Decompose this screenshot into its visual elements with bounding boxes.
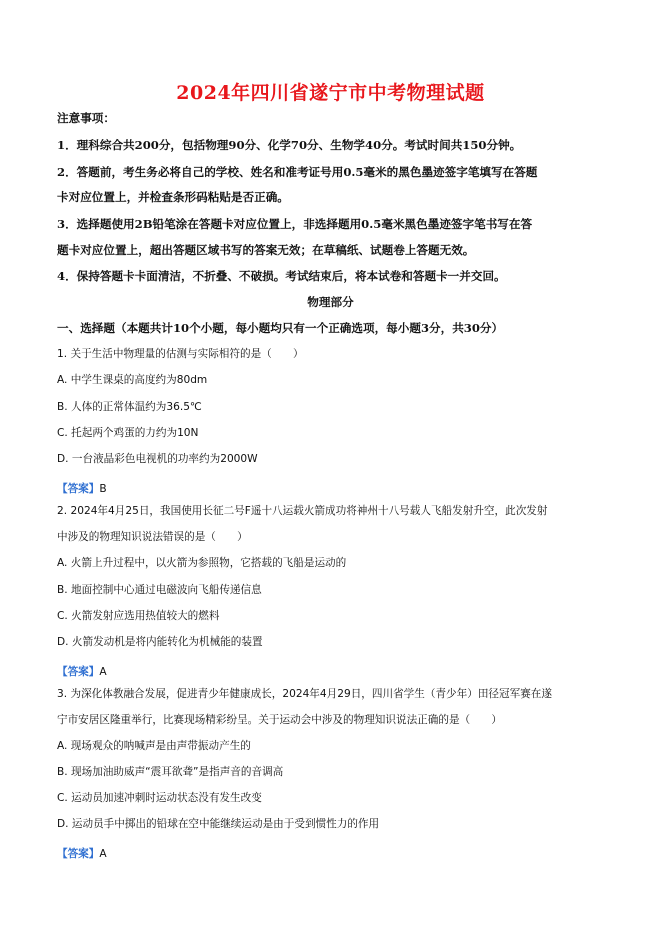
answer-value: A	[99, 848, 107, 860]
answer-label: 【答案】	[57, 483, 100, 495]
option-d: D. 火箭发动机是将内能转化为机械能的装置	[57, 636, 263, 648]
answer-line	[57, 477, 107, 496]
notice-item: 2．答题前，考生务必将自己的学校、姓名和准考证号用0.5毫米的黑色墨迹签字笔填写在答题	[57, 165, 538, 179]
answer-line	[57, 842, 107, 861]
page-title: 2024年四川省遂宁市中考物理试题	[176, 82, 485, 104]
answer-value: A	[99, 666, 107, 678]
option-b: B. 人体的正常体温约为36.5℃	[57, 401, 202, 413]
question-stem-cont: 中涉及的物理知识说法错误的是（ ）	[57, 531, 248, 543]
option-a: A. 现场观众的呐喊声是由声带振动产生的	[57, 740, 251, 752]
notice-item: 题卡对应位置上，超出答题区域书写的答案无效；在草稿纸、试题卷上答题无效。	[57, 243, 475, 257]
answer-value: B	[99, 483, 107, 495]
option-b: B. 地面控制中心通过电磁波向飞船传递信息	[57, 584, 262, 596]
question-stem-cont: 宁市安居区隆重举行，比赛现场精彩纷呈。关于运动会中涉及的物理知识说法正确的是（ ）	[57, 714, 502, 726]
option-b: B. 现场加油助威声“震耳欲聋”是指声音的音调高	[57, 766, 284, 778]
option-d: D. 运动员手中掷出的铅球在空中能继续运动是由于受到惯性力的作用	[57, 818, 380, 830]
option-c: C. 托起两个鸡蛋的力约为10N	[57, 427, 199, 439]
question-stem: 3. 为深化体教融合发展，促进青少年健康成长，2024年4月29日，四川省学生（青少年）田径冠军赛在遂	[57, 688, 552, 700]
notice-heading: 注意事项：	[57, 111, 115, 125]
option-d: D. 一台液晶彩色电视机的功率约为2000W	[57, 453, 258, 465]
section-title: 物理部分	[307, 295, 354, 309]
notice-item: 4．保持答题卡卡面清洁，不折叠、不破损。考试结束后，将本试卷和答题卡一并交回。	[57, 269, 506, 283]
notice-item: 1．理科综合共200分，包括物理90分、化学70分、生物学40分。考试时间共150分钟。	[57, 138, 522, 152]
question-stem: 1. 关于生活中物理量的估测与实际相符的是（ ）	[57, 348, 304, 360]
option-a: A. 中学生课桌的高度约为80dm	[57, 374, 208, 386]
answer-line	[57, 660, 107, 679]
option-c: C. 火箭发射应选用热值较大的燃料	[57, 610, 220, 622]
answer-label: 【答案】	[57, 666, 100, 678]
notice-item: 卡对应位置上，并检查条形码粘贴是否正确。	[57, 190, 289, 204]
answer-label: 【答案】	[57, 848, 100, 860]
option-c: C. 运动员加速冲刺时运动状态没有发生改变	[57, 792, 262, 804]
option-a: A. 火箭上升过程中，以火箭为参照物，它搭载的飞船是运动的	[57, 557, 347, 569]
part-heading: 一、选择题（本题共计10个小题，每小题均只有一个正确选项，每小题3分，共30分）	[57, 321, 504, 335]
question-stem: 2. 2024年4月25日，我国使用长征二号F遥十八运载火箭成功将神州十八号载人飞船发射升空，此次发射	[57, 505, 548, 517]
notice-item: 3．选择题使用2B铅笔涂在答题卡对应位置上，非选择题用0.5毫米黑色墨迹签字笔书写在答	[57, 217, 533, 231]
